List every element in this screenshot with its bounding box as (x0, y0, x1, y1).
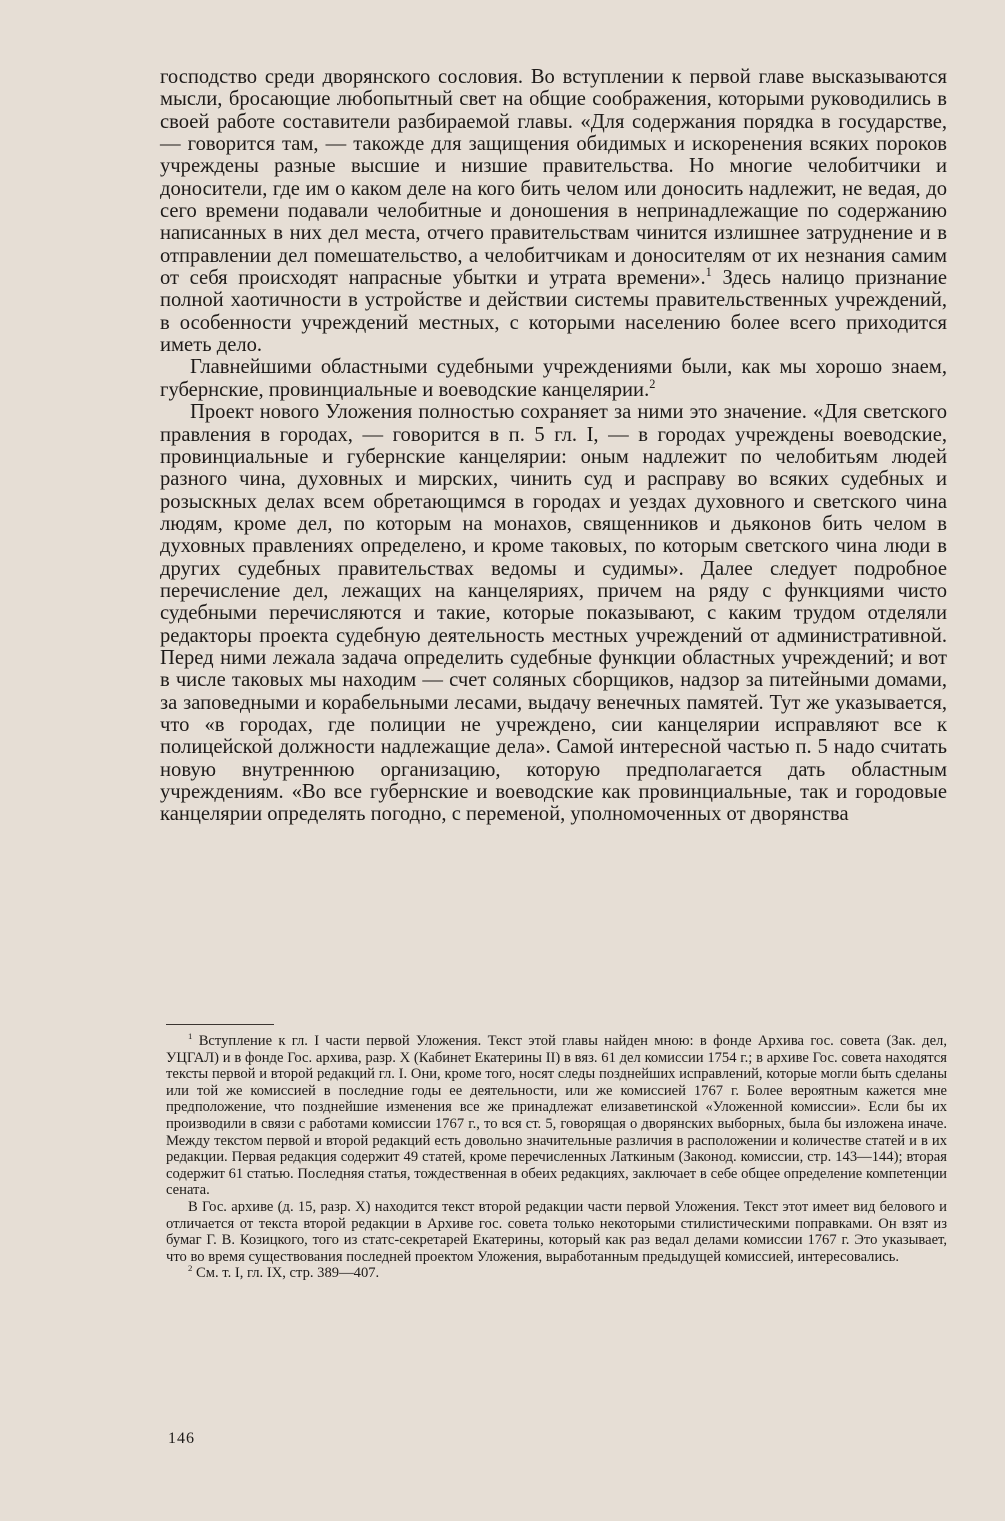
paragraph (160, 356, 947, 401)
paragraph (160, 401, 947, 826)
footnotes (166, 1033, 947, 1282)
footnote (166, 1199, 947, 1265)
footnote-text: Вступление к гл. I части первой Уложения. Текст этой главы найден мною: в фонде Архива гос. совета (Зак. дел, УЦГАЛ) и в фонде Гос. архива, разр. X (Кабинет Екатерины II) в вяз. 61 дел комиссии 1754 г.; в архиве Гос. совета находятся тексты первой и второй редакций гл. I. Они, кроме того, носят следы позднейших исправлений, которые могли быть сделаны или той же комиссией в последние годы ее деятельности, или же комиссией 1767 г. Более вероятным кажется мне предположение, что позднейшие изменения все же принадлежат елизаветинской «Уложенной комиссии». Если бы их производили в связи с работами комиссии 1767 г., то вся ст. 5, говорящая о дворянских выборных, была бы изложена иначе. Между текстом первой и второй редакций есть довольно значительные различия в расположении и количестве статей и в их редакции. Первая редакция содержит 49 статей, кроме перечисленных Латкиным (Законод. комиссии, стр. 143—144); вторая содержит 61 статью. Последняя статья, тождественная в обеих редакциях, заключает в себе общее определение компетенции сената. (166, 1033, 947, 1199)
paragraph-text: Здесь налицо признание полной хаотичности в устройстве и действии системы правительственных учреждений, в особенности учреждений местных, с которыми населению более всего приходится иметь дело. (160, 267, 947, 357)
footnote (166, 1033, 947, 1199)
footnote-rule (166, 1024, 274, 1025)
paragraph-text: Главнейшими областными судебными учреждениями были, как мы хорошо знаем, губернские, провинциальные и воеводские канцелярии. (160, 356, 947, 401)
page-number: 146 (168, 1430, 195, 1447)
paragraph-text: Проект нового Уложения полностью сохраняет за ними это значение. «Для светского правления в городах, — говорится в п. 5 гл. I, — в городах учреждены воеводские, провинциальные и губернские канцелярии: оным надлежит по челобитьям людей разного чина, духовных и мирских, чинить суд и расправу во всяких судебных и розыскных делах всем обретающимся в городах и уездах духовного и светского чина людям, кроме дел, по которым на монахов, священников и дьяконов бить челом в духовных правлениях определено, и кроме таковых, по которым светского чина люди в других судебных правительствах ведомы и судимы». Далее следует подробное перечисление дел, лежащих на канцеляриях, причем на ряду с функциями чисто судебными перечисляются и такие, которые показывают, с каким трудом отделяли редакторы проекта судебную деятельность местных учреждений от административной. Перед ними лежала задача определить судебные функции областных учреждений; и вот в числе таковых мы находим — счет соляных сборщиков, надзор за питейными домами, за заповедными и корабельными лесами, выдачу венечных памятей. Тут же указывается, что «в городах, где полиции не учреждено, сии канцелярии исправляют все к полицейской должности надлежащие дела». Самой интересной частью п. 5 надо считать новую внутреннюю организацию, которую предполагается дать областным учреждениям. «Во все губернские и воеводские как провинциальные, так и городовые канцелярии определять погодно, с переменой, уполномоченных от дворянства (160, 401, 947, 826)
footnote-number: 2 (188, 1263, 193, 1274)
paragraph (160, 66, 947, 356)
paragraph-text: господство среди дворянского сословия. Во вступлении к первой главе высказываются мысли, бросающие любопытный свет на общие соображения, которыми руководились в своей работе составители разбираемой главы. «Для содержания порядка в государстве, — говорится там, — такожде для защищения обидимых и искоренения всяких пороков учреждены разные высшие и низшие правительства. Но многие челобитчики и доносители, где им о каком деле на кого бить челом или доносить надлежит, не ведая, до сего времени подавали челобитные и доношения в непринадлежащие по содержанию написанных в них дел места, отчего правительствам чинится излишнее затруднение и в отправлении дел помешательство, а челобитчикам и доносителям от их незнания самим от себя происходят напрасные убытки и утрата времени». (160, 66, 947, 290)
footnote (166, 1265, 947, 1282)
footnote-ref: 1 (705, 265, 712, 280)
footnote-text: В Гос. архиве (д. 15, разр. X) находится текст второй редакции части первой Уложения. Текст этот имеет вид белового и отличается от текста второй редакции в Архиве гос. совета только некоторыми стилистическими поправками. Он взят из бумаг Г. В. Козицкого, того из статс-секретарей Екатерины, который как раз ведал делами комиссии 1767 г. Это указывает, что во время существования последней проектом Уложения, выработанным предыдущей комиссией, интересовались. (166, 1198, 947, 1265)
footnote-number: 1 (188, 1031, 193, 1042)
footnote-text: См. т. I, гл. IX, стр. 389—407. (196, 1265, 380, 1282)
footnote-ref: 2 (649, 376, 656, 391)
main-text (160, 66, 947, 826)
